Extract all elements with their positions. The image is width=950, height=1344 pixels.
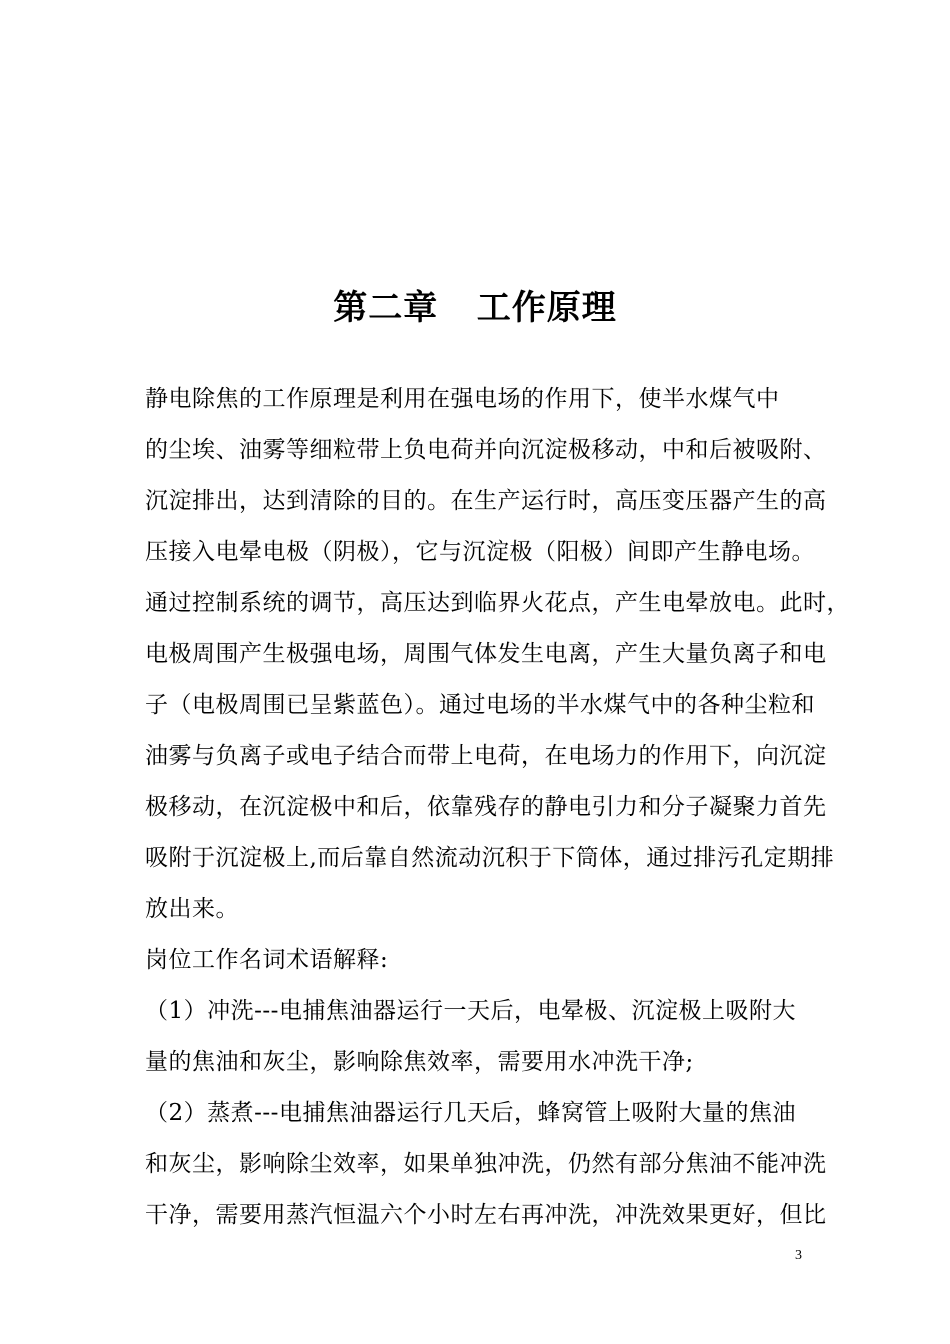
section-heading: 岗位工作名词术语解释: xyxy=(145,947,389,973)
body-line: 子（电极周围已呈紫蓝色）。通过电场的半水煤气中的各种尘粒和 xyxy=(145,692,815,718)
body-line: 吸附于沉淀极上,而后靠自然流动沉积于下筒体，通过排污孔定期排 xyxy=(145,845,835,871)
body-line: （2）蒸煮---电捕焦油器运行几天后，蜂窝管上吸附大量的焦油 xyxy=(145,1100,796,1126)
body-line: 的尘埃、油雾等细粒带上负电荷并向沉淀极移动，中和后被吸附、 xyxy=(145,437,827,463)
body-line: 沉淀排出，达到清除的目的。在生产运行时，高压变压器产生的高 xyxy=(145,488,827,514)
body-line: 量的焦油和灰尘，影响除焦效率，需要用水冲洗干净; xyxy=(145,1049,694,1075)
body-line: 干净，需要用蒸汽恒温六个小时左右再冲洗，冲洗效果更好，但比 xyxy=(145,1202,827,1228)
body-line: （1）冲洗---电捕焦油器运行一天后，电晕极、沉淀极上吸附大 xyxy=(145,998,796,1024)
body-line: 压接入电晕电极（阴极），它与沉淀极（阳极）间即产生静电场。 xyxy=(145,539,815,565)
body-line: 电极周围产生极强电场，周围气体发生电离，产生大量负离子和电 xyxy=(145,641,827,667)
body-line: 通过控制系统的调节，高压达到临界火花点，产生电晕放电。此时， xyxy=(145,590,850,616)
page-number: 3 xyxy=(795,1248,802,1263)
chapter-title: 第二章 工作原理 xyxy=(333,288,617,328)
body-line: 和灰尘，影响除尘效率，如果单独冲洗，仍然有部分焦油不能冲洗 xyxy=(145,1151,827,1177)
body-line: 静电除焦的工作原理是利用在强电场的作用下，使半水煤气中 xyxy=(145,386,780,412)
body-line: 放出来。 xyxy=(145,896,239,922)
body-line: 极移动，在沉淀极中和后，依靠残存的静电引力和分子凝聚力首先 xyxy=(145,794,827,820)
body-line: 油雾与负离子或电子结合而带上电荷，在电场力的作用下，向沉淀 xyxy=(145,743,827,769)
